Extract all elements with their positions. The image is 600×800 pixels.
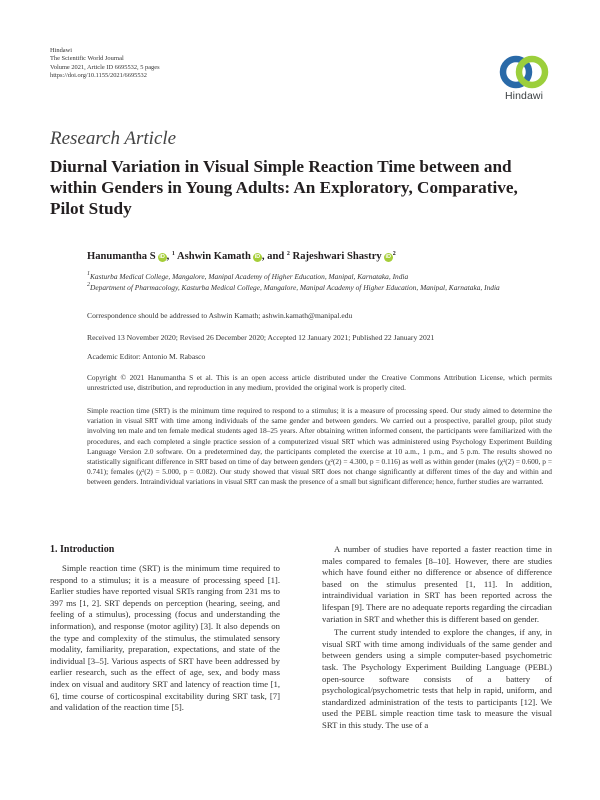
author-list: [87, 251, 396, 262]
body-column-left: [50, 563, 280, 714]
aff-sup: 2: [87, 282, 90, 288]
copyright-notice: Copyright © 2021 Hanumantha S et al. This is an open access article distributed under the Creative Commons Attribution License, which permits unrestricted use, distribution, and reproduction in any medium, provided the original work is properly cited.: [87, 373, 552, 393]
publication-dates: Received 13 November 2020; Revised 26 December 2020; Accepted 12 January 2021; Published 22 January 2021: [87, 333, 435, 342]
volume-info: Volume 2021, Article ID 6695532, 5 pages: [50, 63, 160, 71]
logo-wordmark: Hindawi: [504, 90, 544, 102]
section-heading: 1. Introduction: [50, 544, 115, 555]
body-column-right: [322, 544, 552, 732]
academic-editor: Academic Editor: Antonio M. Rabasco: [87, 352, 206, 361]
article-type: Research Article: [50, 128, 177, 149]
author-sep: , and: [261, 251, 287, 262]
author-sup: 1: [171, 251, 175, 257]
author-sup: 2: [392, 251, 396, 257]
orcid-icon[interactable]: iD: [159, 254, 165, 260]
author-sep: ,: [166, 251, 172, 262]
publisher-name: Hindawi: [50, 47, 73, 54]
journal-name: The Scientific World Journal: [50, 55, 124, 63]
author-name: Rajeshwari Shastry: [292, 251, 382, 262]
aff-text: Department of Pharmacology, Kasturba Medical College, Mangalore, Manipal Academy of Higher Education, Manipal, Karnataka, India: [90, 283, 500, 292]
orcid-icon[interactable]: iD: [254, 254, 261, 260]
doi-link[interactable]: https://doi.org/10.1155/2021/6695532: [50, 71, 147, 79]
paragraph: A number of studies have reported a faster reaction time in males compared to females [8–10]. However, there are studies which have found either no difference or absence of difference based on the stimulus presented [1, 11]. In addition, intraindividual variation in SRT has been reported across the lifespan [9]. There are no adequate reports regarding the circadian variation in SRT and whether this is different based on gender.: [322, 544, 552, 624]
affiliation-2: [87, 283, 552, 293]
paragraph: Simple reaction time (SRT) is the minimum time required to respond to a stimulus; it is a measure of processing speed [1]. Earlier studies have reported visual SRTs ranging from 231 ms to 397 ms [1, 2]. SRT depends on perception (hearing, seeing, and feeling of a stimulus), processing (focus and understanding the information), and response (motor agility) [3]. It also depends on the type and complexity of the stimulus, the stimulated sensory modality, familiarity, preparation, expectations, and state of the individual [3–5]. Various aspects of SRT have been addressed by earlier research, such as the effect of age, sex, and body mass index on visual and auditory SRT and latency of reaction time [1, 6], time course of corticospinal excitability during SRT task, [7] and validation of the reaction time [5].: [50, 563, 280, 713]
abstract: Simple reaction time (SRT) is the minimum time required to respond to a stimulus; it is a measure of processing speed. Our study aimed to determine the variation in visual SRT with time among individuals of the same gender and between genders. We carried out a prospective, parallel group, pilot study involving ten male and ten female medical students aged 18–25 years. After obtaining written informed consent, the participants were familiarized with the procedures, and each completed a single practice session of a computerized visual SRT which was administered using Psychology Experiment Building Language Version 2.0 software. On a predetermined day, the participants completed the exercise at 10 a.m., 1 p.m., and 5 p.m. The results showed no statistically significant difference in SRT based on time of day between genders (χ²(2) = 4.300, p = 0.116) as well as within gender (males (χ²(2) = 0.600, p = 0.741); females (χ²(2) = 5.000, p = 0.082). Our study showed that visual SRT does not change significantly at different times of the day and within and between genders. Intraindividual variations in visual SRT can mask the presence of a small but significant difference; hence, further studies are warranted.: [87, 406, 552, 487]
author-name: Hanumantha S: [87, 251, 156, 262]
aff-text: Kasturba Medical College, Mangalore, Manipal Academy of Higher Education, Manipal, Karnataka, India: [90, 272, 409, 281]
paragraph: The current study intended to explore the changes, if any, in visual SRT with time among individuals of the same gender and between genders using a simple computer-based psychometric task. The Psychology Experiment Building Language (PEBL) open-source software consists of a battery of psychological/psychometric tests that help in rapid, uniform, and standardized administration of the tests to participants [12]. We used the PEBL simple reaction time task to measure the visual SRT in this study. The use of a: [322, 627, 552, 730]
affiliation-1: [87, 272, 552, 282]
correspondence: Correspondence should be addressed to Ashwin Kamath; ashwin.kamath@manipal.edu: [87, 311, 353, 320]
author-name: Ashwin Kamath: [176, 251, 251, 262]
orcid-icon[interactable]: iD: [385, 254, 391, 260]
journal-info: [50, 47, 160, 80]
aff-sup: 1: [87, 271, 90, 277]
article-title: Diurnal Variation in Visual Simple Reaction Time between and within Genders in Young Adults: An Exploratory, Comparative, Pilot Study: [50, 157, 518, 218]
author-sup: 2: [286, 251, 290, 257]
